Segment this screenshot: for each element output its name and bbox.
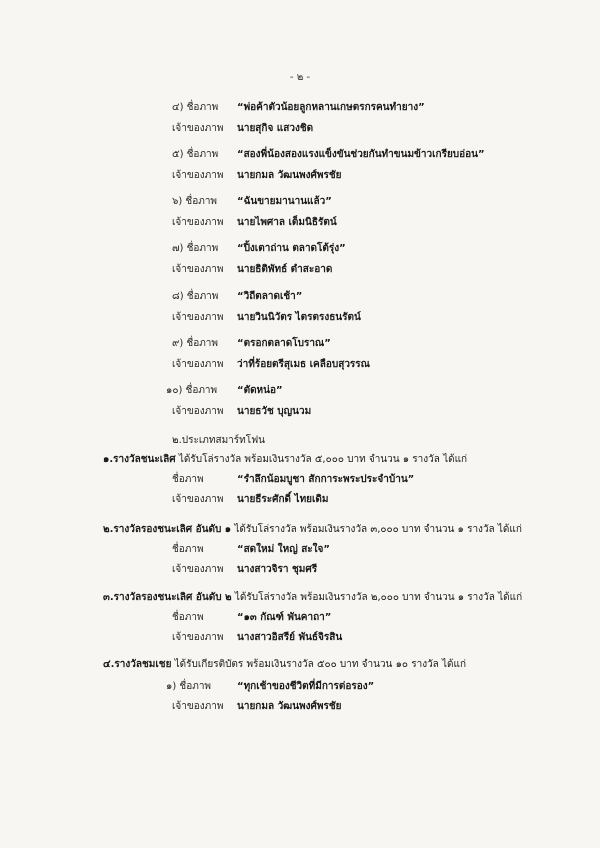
section-heading: ๒.ประเภทสมาร์ทโฟน <box>172 435 266 446</box>
award-title-label: ชื่อภาพ <box>172 544 204 555</box>
entry-owner-label: เจ้าของภาพ <box>172 264 224 275</box>
award-owner-label: เจ้าของภาพ <box>172 564 224 575</box>
award-owner: นายธีระศักดิ์ ไทยเดิม <box>237 494 329 505</box>
entry-title: “ปิ้งเตาถ่าน ตลาดโต้รุ่ง” <box>237 243 346 254</box>
entry-title-label: ๕) ชื่อภาพ <box>172 149 219 160</box>
entry-owner: นายกมล วัฒนพงศ์พรชัย <box>237 170 342 181</box>
award-owner-label: เจ้าของภาพ <box>172 701 224 712</box>
entry-title: “พ่อค้าตัวน้อยลูกหลานเกษตรกรคนทำยาง” <box>237 102 425 113</box>
entry-title-label: ๖) ชื่อภาพ <box>172 196 218 207</box>
entry-title-label: ๘) ชื่อภาพ <box>172 291 219 302</box>
entry-owner-label: เจ้าของภาพ <box>172 123 224 134</box>
award-owner: นายกมล วัฒนพงศ์พรชัย <box>237 701 342 712</box>
award-description: ได้รับโล่รางวัล พร้อมเงินรางวัล ๒,๐๐๐ บาท จำนวน ๑ รางวัล ได้แก่ <box>234 592 523 603</box>
award-owner: นางสาวจิรา ชุมศรี <box>237 564 318 575</box>
award-title: ๓.รางวัลรองชนะเลิศ อันดับ ๒ <box>103 592 232 603</box>
entry-owner: นายวินนิวัตร ไตรตรงธนรัตน์ <box>237 312 361 323</box>
award-owner: นางสาวอิสรีย์ พันธ์จิรสิน <box>237 632 343 643</box>
entry-title: “วิถีตลาดเช้า” <box>237 291 303 302</box>
entry-title-label: ๙) ชื่อภาพ <box>172 338 218 349</box>
award-description: ได้รับโล่รางวัล พร้อมเงินรางวัล ๕,๐๐๐ บาท จำนวน ๑ รางวัล ได้แก่ <box>178 454 468 465</box>
award-title: ๑.รางวัลชนะเลิศ <box>103 454 176 465</box>
page-number: - ๒ - <box>289 72 311 83</box>
entry-title: “ตัดหน่อ” <box>237 385 283 396</box>
award-owner-label: เจ้าของภาพ <box>172 632 224 643</box>
award-owner-label: เจ้าของภาพ <box>172 494 224 505</box>
entry-owner-label: เจ้าของภาพ <box>172 406 224 417</box>
entry-owner-label: เจ้าของภาพ <box>172 312 224 323</box>
entry-title-label: ๗) ชื่อภาพ <box>172 243 219 254</box>
award-photo-title: “ทุกเช้าของชีวิตที่มีการต่อรอง” <box>237 681 375 692</box>
award-row <box>103 453 467 466</box>
award-description: ได้รับโล่รางวัล พร้อมเงินรางวัล ๓,๐๐๐ บาท จำนวน ๑ รางวัล ได้แก่ <box>234 524 522 535</box>
entry-owner: นายสุกิจ แสวงชิด <box>237 123 314 134</box>
award-row <box>103 523 522 536</box>
entry-owner-label: เจ้าของภาพ <box>172 359 224 370</box>
entry-owner: นายธวัช บุญนวม <box>237 406 312 417</box>
award-title-label: ๑) ชื่อภาพ <box>166 681 212 692</box>
entry-owner: นายไพศาล เต็มนิธิรัตน์ <box>237 217 337 228</box>
award-title-label: ชื่อภาพ <box>172 612 204 623</box>
award-photo-title: “รำลึกน้อมบูชา สักการะพระประจำบ้าน” <box>237 474 415 485</box>
award-photo-title: “๑๓ กัณฑ์ พันคาถา” <box>237 612 332 623</box>
award-row <box>103 658 466 671</box>
entry-owner-label: เจ้าของภาพ <box>172 170 224 181</box>
entry-title: “สองพี่น้องสองแรงแข็งขันช่วยกันทำขนมข้าวเกรียบอ่อน” <box>237 149 485 160</box>
award-description: ได้รับเกียรติบัตร พร้อมเงินรางวัล ๕๐๐ บาท จำนวน ๑๐ รางวัล ได้แก่ <box>174 659 467 670</box>
award-photo-title: “สดใหม่ ใหญ่ สะใจ” <box>237 544 330 555</box>
entry-title-label: ๔) ชื่อภาพ <box>172 102 219 113</box>
entry-title-label: ๑๐) ชื่อภาพ <box>166 385 218 396</box>
entry-title: “ตรอกตลาดโบราณ” <box>237 338 331 349</box>
entry-owner-label: เจ้าของภาพ <box>172 217 224 228</box>
award-title-label: ชื่อภาพ <box>172 474 204 485</box>
award-title: ๒.รางวัลรองชนะเลิศ อันดับ ๑ <box>103 524 232 535</box>
award-title: ๔.รางวัลชมเชย <box>103 659 172 670</box>
entry-owner: นายธิติพัทธ์ ตำสะอาด <box>237 264 333 275</box>
entry-owner: ว่าที่ร้อยตรีสุเมธ เคลือบสุวรรณ <box>237 359 370 370</box>
entry-title: “ฉันขายมานานแล้ว” <box>237 196 332 207</box>
award-row <box>103 591 522 604</box>
